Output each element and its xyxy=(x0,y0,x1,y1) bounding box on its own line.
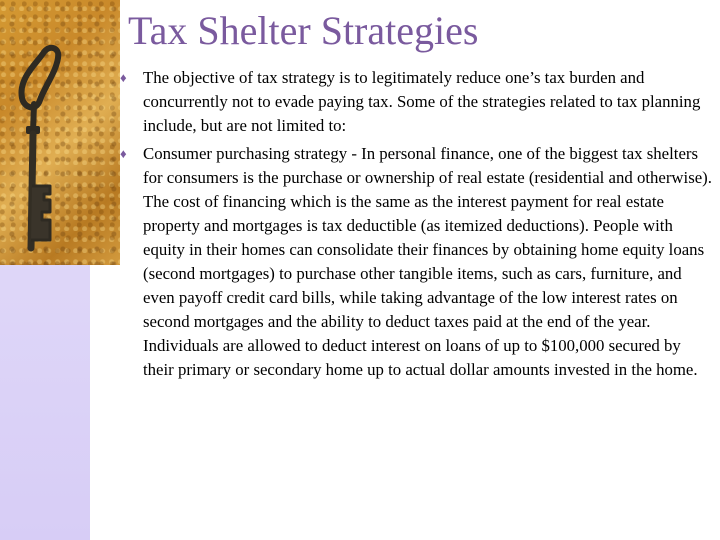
bullet-item xyxy=(120,66,712,138)
diamond-bullet-icon: ♦ xyxy=(120,146,127,161)
diamond-bullet-icon: ♦ xyxy=(120,70,127,85)
bullet-item xyxy=(120,142,712,382)
bullet-text: Consumer purchasing strategy - In personal finance, one of the biggest tax shelters for consumers is the purchase or ownership of real estate (residential and otherwise). The cost of financing which is the same as the interest payment for real estate property and mortgages is tax deductible (as itemized deductions). People with equity in their homes can consolidate their finances by obtaining home equity loans (second mortgages) to purchase other tangible items, such as cars, furniture, and even payoff credit card bills, while taking advantage of the low interest rates on second mortgages and the ability to deduct taxes paid at the end of the year. Individuals are allowed to deduct interest on loans of up to $100,000 secured by their primary or secondary home up to actual dollar amounts invested in the home. xyxy=(143,144,712,379)
bullet-text: The objective of tax strategy is to legitimately reduce one’s tax burden and concurrently not to evade paying tax. Some of the strategies related to tax planning include, but are not limited to: xyxy=(143,68,701,135)
key-icon xyxy=(0,0,120,265)
slide-title: Tax Shelter Strategies xyxy=(128,8,479,53)
bullet-list xyxy=(120,66,712,386)
